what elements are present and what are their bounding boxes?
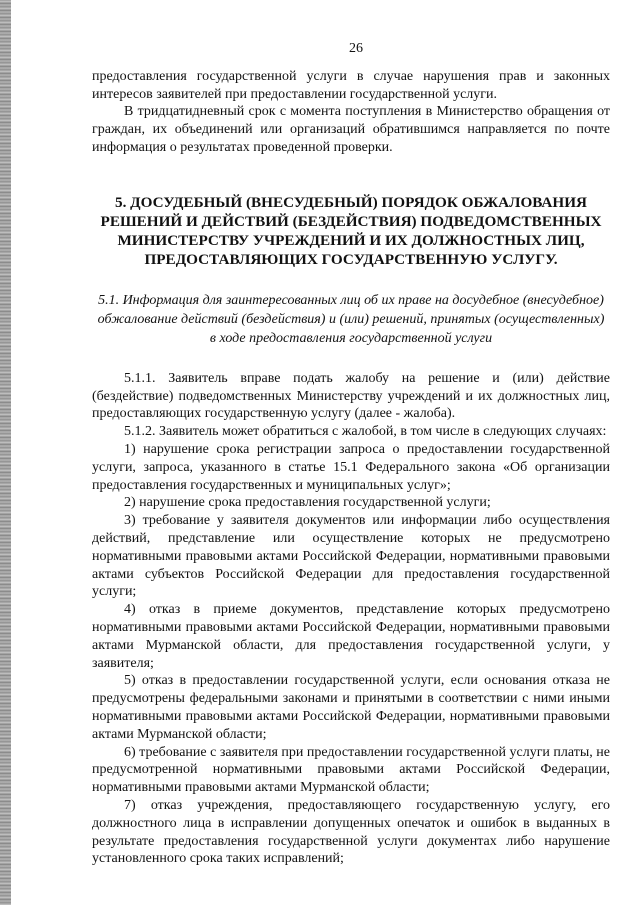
scan-edge bbox=[0, 0, 11, 905]
case-item: 2) нарушение срока предоставления государственной услуги; bbox=[124, 495, 491, 511]
clause-5-1-1: 5.1.1. Заявитель вправе подать жалобу на решение и (или) действие (бездействие) подведомственных Министерству учреждений и их должностных лиц, предоставляющих государственную услугу (далее - жалоба). bbox=[92, 370, 610, 422]
intro-paragraph-1: предоставления государственной услуги в случае нарушения прав и законных интересов заявителей при предоставлении государственной услуги. bbox=[92, 68, 610, 102]
case-item: 3) требование у заявителя документов или информации либо осуществления действий, представление или осуществление которых не предусмотрено нормативными правовыми актами Российской Федерации, нормативными правовыми актами субъектов Российской Федерации для предоставления государственной услуги; bbox=[92, 513, 610, 600]
case-item: 4) отказ в приеме документов, представление которых предусмотрено нормативными правовыми актами Российской Федерации, нормативными правовыми актами Мурманской области, для предоставления государственной услуги, у заявителя; bbox=[92, 602, 610, 671]
section-heading: 5. ДОСУДЕБНЫЙ (ВНЕСУДЕБНЫЙ) ПОРЯДОК ОБЖАЛОВАНИЯ РЕШЕНИЙ И ДЕЙСТВИЙ (БЕЗДЕЙСТВИЯ) ПОДВЕДОМСТВЕННЫХ МИНИСТЕРСТВУ УЧРЕЖДЕНИЙ И ИХ ДОЛЖНОСТНЫХ ЛИЦ, ПРЕДОСТАВЛЯЮЩИХ ГОСУДАРСТВЕННУЮ УСЛУГУ. bbox=[100, 193, 602, 268]
case-item: 7) отказ учреждения, предоставляющего государственную услугу, его должностного лица в исправлении допущенных опечаток и ошибок в выданных в результате предоставления государственной услуги документах либо нарушение установленного срока таких исправлений; bbox=[92, 797, 610, 867]
subsection-heading: 5.1. Информация для заинтересованных лиц об их праве на досудебное (внесудебное) обжалование действий (бездействия) и (или) решений, принятых (осуществленных) в ходе предоставления государственной услуги bbox=[97, 292, 605, 346]
document-page bbox=[92, 40, 610, 868]
case-item: 1) нарушение срока регистрации запроса о предоставлении государственной услуги, запроса, указанного в статье 15.1 Федерального закона «Об организации предоставления государственных и муниципальных услуг»; bbox=[92, 441, 610, 493]
clause-5-1-2: 5.1.2. Заявитель может обратиться с жалобой, в том числе в следующих случаях: bbox=[124, 424, 607, 440]
page-number: 26 bbox=[349, 41, 363, 56]
case-item: 5) отказ в предоставлении государственной услуги, если основания отказа не предусмотрены федеральными законами и принятыми в соответствии с ними иными нормативными правовыми актами Российской Федерации, нормативными правовыми актами Мурманской области; bbox=[92, 673, 610, 742]
intro-paragraph-2: В тридцатидневный срок с момента поступления в Министерство обращения от граждан, их объединений или организаций обратившимся направляется по почте информация о результатах проведенной проверки. bbox=[92, 104, 610, 155]
case-item: 6) требование с заявителя при предоставлении государственной услуги платы, не предусмотренной нормативными правовыми актами Российской Федерации, нормативными правовыми актами Мурманской области; bbox=[92, 744, 610, 796]
clauses-block bbox=[92, 370, 610, 868]
